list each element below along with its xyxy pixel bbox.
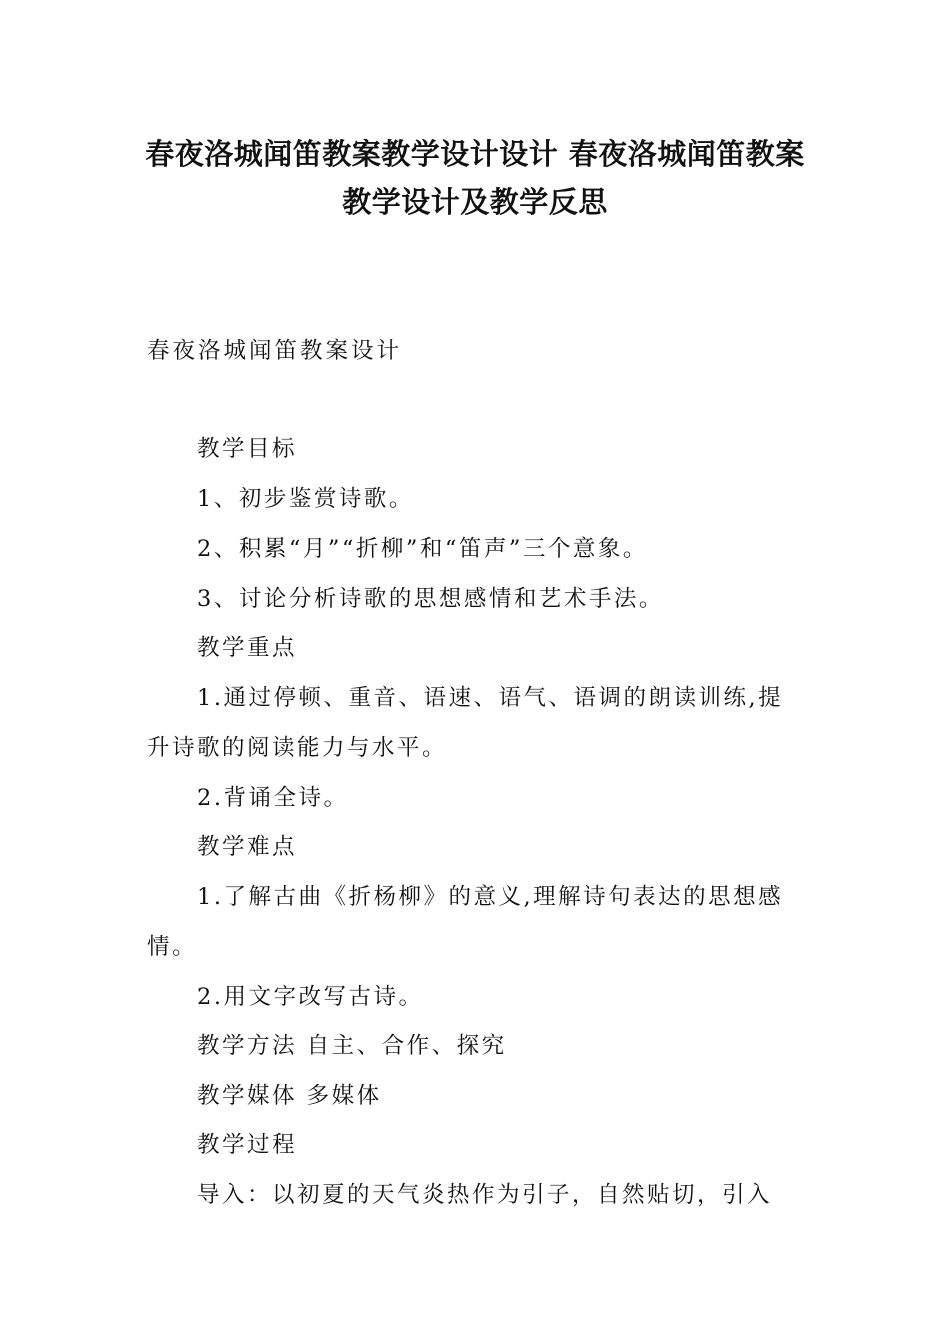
goal-item-1: 1、初步鉴赏诗歌。: [197, 486, 414, 512]
section-subtitle: 春夜洛城闻笛教案设计: [147, 338, 403, 364]
difficulty-1-line-1: 1.了解古曲《折杨柳》的意义,理解诗句表达的思想感: [197, 884, 784, 910]
goal-item-2: 2、积累“月”“折柳”和“笛声”三个意象。: [197, 536, 648, 562]
teaching-method: 教学方法 自主、合作、探究: [197, 1033, 507, 1059]
title-line-2: 教学设计及教学反思: [342, 185, 608, 219]
process-heading: 教学过程: [197, 1132, 298, 1158]
key-point-1-line-2: 升诗歌的阅读能力与水平。: [147, 735, 448, 761]
teaching-media: 教学媒体 多媒体: [197, 1083, 382, 1109]
difficulty-1-line-2: 情。: [147, 934, 198, 960]
key-points-heading: 教学重点: [197, 635, 298, 661]
difficulty-heading: 教学难点: [197, 834, 298, 860]
difficulty-2: 2.用文字改写古诗。: [197, 984, 424, 1010]
intro-paragraph: 导入：以初夏的天气炎热作为引子，自然贴切，引入: [197, 1182, 773, 1208]
document-title: [120, 130, 830, 226]
title-line-1: 春夜洛城闻笛教案教学设计设计 春夜洛城闻笛教案: [145, 137, 805, 171]
goal-item-3: 3、讨论分析诗歌的思想感情和艺术手法。: [197, 586, 664, 612]
key-point-1-line-1: 1.通过停顿、重音、语速、语气、语调的朗读训练,提: [197, 685, 784, 711]
goals-heading: 教学目标: [197, 436, 298, 462]
key-point-2: 2.背诵全诗。: [197, 785, 349, 811]
